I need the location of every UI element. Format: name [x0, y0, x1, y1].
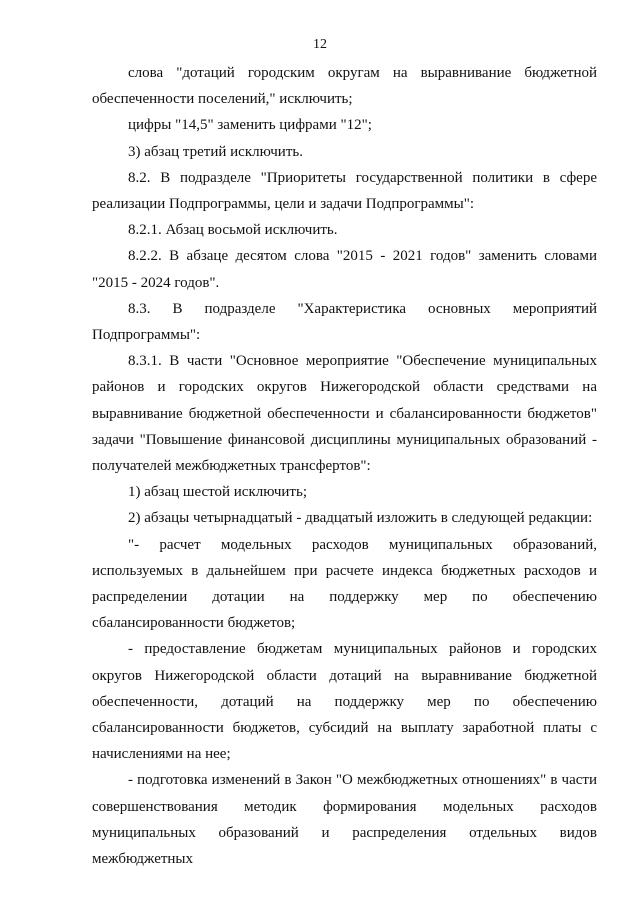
- paragraph: - предоставление бюджетам муниципальных районов и городских округов Нижегородской области дотаций на выравнивание бюджетной обеспеченности, дотаций на поддержку мер по обеспечению сбалансированности бюджетов, субсидий на выплату заработной платы с начислениями на нее;: [92, 641, 597, 763]
- page-number: 12: [313, 37, 327, 52]
- paragraph: - подготовка изменений в Закон "О межбюджетных отношениях" в части совершенствования методик формирования модельных расходов муниципальных образований и распределения отдельных видов межбюджетных: [92, 772, 597, 868]
- paragraph: 2) абзацы четырнадцатый - двадцатый изложить в следующей редакции:: [128, 510, 593, 527]
- paragraph: слова "дотаций городским округам на выравнивание бюджетной обеспеченности поселений," исключить;: [92, 65, 597, 108]
- paragraph: 3) абзац третий исключить.: [128, 143, 303, 160]
- paragraph: цифры "14,5" заменить цифрами "12";: [128, 117, 372, 134]
- paragraph: 8.2.1. Абзац восьмой исключить.: [128, 222, 338, 239]
- document-body: [92, 60, 597, 872]
- paragraph: 8.2. В подразделе "Приоритеты государственной политики в сфере реализации Подпрограммы, цели и задачи Подпрограммы":: [92, 169, 597, 213]
- paragraph: 8.3.1. В части "Основное мероприятие "Обеспечение муниципальных районов и городских округов Нижегородской области средствами на выравнивание бюджетной обеспеченности и сбалансированности бюджетов" задачи "Повышение финансовой дисциплины муниципальных образований - получателей межбюджетных трансфертов":: [92, 353, 597, 475]
- paragraph: 8.3. В подразделе "Характеристика основных мероприятий Подпрограммы":: [92, 300, 597, 344]
- paragraph: "- расчет модельных расходов муниципальных образований, используемых в дальнейшем при расчете индекса бюджетных расходов и распределении дотации на поддержку мер по обеспечению сбалансированности бюджетов;: [92, 536, 597, 632]
- paragraph: 8.2.2. В абзаце десятом слова "2015 - 2021 годов" заменить словами "2015 - 2024 годов".: [92, 248, 597, 291]
- paragraph: 1) абзац шестой исключить;: [128, 484, 307, 501]
